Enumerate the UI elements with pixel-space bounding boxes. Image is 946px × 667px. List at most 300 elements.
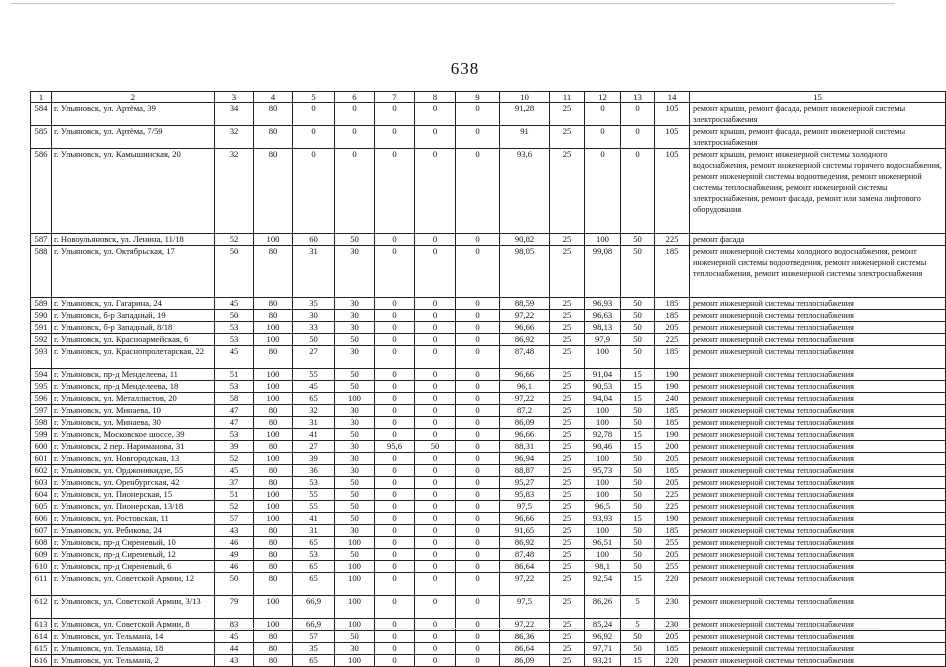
value-cell: 50 (335, 234, 375, 246)
value-cell: 50 (335, 631, 375, 643)
value-cell: 25 (550, 405, 585, 417)
value-cell: 25 (550, 573, 585, 596)
value-cell: 46 (215, 537, 254, 549)
value-cell: 15 (621, 513, 655, 525)
address-cell: г. Ульяновск, ул. Ребикова, 24 (52, 525, 215, 537)
value-cell: 25 (550, 381, 585, 393)
table-row (31, 322, 946, 334)
value-cell: 100 (585, 489, 621, 501)
value-cell: 100 (254, 369, 293, 381)
value-cell: 100 (254, 501, 293, 513)
column-number-cell: 11 (550, 92, 585, 103)
value-cell: 100 (254, 234, 293, 246)
row-number-cell: 600 (31, 441, 52, 453)
value-cell: 96,66 (500, 513, 550, 525)
value-cell: 30 (335, 465, 375, 477)
value-cell: 95,6 (375, 441, 415, 453)
value-cell: 93,21 (585, 655, 621, 667)
value-cell: 45 (293, 381, 335, 393)
value-cell: 25 (550, 429, 585, 441)
value-cell: 25 (550, 655, 585, 667)
value-cell: 97,22 (500, 573, 550, 596)
value-cell: 86,36 (500, 631, 550, 643)
value-cell: 65 (293, 561, 335, 573)
work-types-cell: ремонт инженерной системы теплоснабжения (690, 405, 946, 417)
value-cell: 185 (655, 465, 690, 477)
value-cell: 0 (456, 234, 500, 246)
value-cell: 50 (335, 334, 375, 346)
row-number-cell: 612 (31, 596, 52, 619)
value-cell: 230 (655, 596, 690, 619)
row-number-cell: 613 (31, 619, 52, 631)
value-cell: 0 (415, 643, 456, 655)
value-cell: 100 (335, 393, 375, 405)
value-cell: 0 (456, 453, 500, 465)
value-cell: 47 (215, 417, 254, 429)
work-types-cell: ремонт инженерной системы теплоснабжения (690, 310, 946, 322)
value-cell: 80 (254, 417, 293, 429)
table-row (31, 369, 946, 381)
value-cell: 0 (456, 310, 500, 322)
value-cell: 25 (550, 453, 585, 465)
work-types-cell: ремонт инженерной системы теплоснабжения (690, 489, 946, 501)
value-cell: 50 (621, 525, 655, 537)
value-cell: 220 (655, 655, 690, 667)
value-cell: 0 (375, 393, 415, 405)
value-cell: 255 (655, 561, 690, 573)
value-cell: 0 (621, 149, 655, 234)
value-cell: 5 (621, 596, 655, 619)
table-row (31, 126, 946, 149)
value-cell: 45 (215, 631, 254, 643)
value-cell: 80 (254, 549, 293, 561)
work-types-cell: ремонт инженерной системы теплоснабжения (690, 417, 946, 429)
row-number-cell: 606 (31, 513, 52, 525)
value-cell: 230 (655, 619, 690, 631)
value-cell: 0 (375, 549, 415, 561)
value-cell: 50 (335, 549, 375, 561)
table-row (31, 525, 946, 537)
value-cell: 0 (456, 477, 500, 489)
value-cell: 80 (254, 405, 293, 417)
value-cell: 96,92 (585, 631, 621, 643)
value-cell: 50 (621, 334, 655, 346)
table-row (31, 631, 946, 643)
value-cell: 0 (375, 246, 415, 298)
value-cell: 65 (293, 393, 335, 405)
value-cell: 39 (215, 441, 254, 453)
row-number-cell: 603 (31, 477, 52, 489)
value-cell: 0 (375, 619, 415, 631)
value-cell: 100 (335, 596, 375, 619)
value-cell: 15 (621, 393, 655, 405)
value-cell: 50 (335, 501, 375, 513)
address-cell: г. Ульяновск, ул. Тельмана, 14 (52, 631, 215, 643)
value-cell: 0 (456, 441, 500, 453)
address-cell: г. Ульяновск, ул. Краснопролетарская, 22 (52, 346, 215, 369)
work-types-cell: ремонт инженерной системы теплоснабжения (690, 453, 946, 465)
value-cell: 80 (254, 525, 293, 537)
value-cell: 0 (375, 643, 415, 655)
value-cell: 205 (655, 477, 690, 489)
column-number-cell: 14 (655, 92, 690, 103)
value-cell: 0 (415, 369, 456, 381)
value-cell: 88,59 (500, 298, 550, 310)
value-cell: 80 (254, 561, 293, 573)
table-row (31, 596, 946, 619)
address-cell: г. Новоульяновск, ул. Ленина, 11/18 (52, 234, 215, 246)
value-cell: 0 (456, 334, 500, 346)
value-cell: 100 (254, 381, 293, 393)
value-cell: 97,22 (500, 393, 550, 405)
value-cell: 0 (621, 103, 655, 126)
value-cell: 0 (415, 513, 456, 525)
address-cell: г. Ульяновск, пр-д Сиреневый, 6 (52, 561, 215, 573)
value-cell: 0 (415, 501, 456, 513)
value-cell: 100 (585, 405, 621, 417)
address-cell: г. Ульяновск, ул. Металлистов, 20 (52, 393, 215, 405)
value-cell: 80 (254, 103, 293, 126)
row-number-cell: 591 (31, 322, 52, 334)
value-cell: 105 (655, 149, 690, 234)
value-cell: 50 (621, 234, 655, 246)
value-cell: 50 (621, 417, 655, 429)
value-cell: 0 (415, 246, 456, 298)
value-cell: 50 (335, 477, 375, 489)
column-number-cell: 15 (690, 92, 946, 103)
value-cell: 25 (550, 126, 585, 149)
value-cell: 25 (550, 234, 585, 246)
value-cell: 65 (293, 655, 335, 667)
value-cell: 53 (293, 477, 335, 489)
work-types-cell: ремонт инженерной системы теплоснабжения (690, 537, 946, 549)
value-cell: 0 (375, 298, 415, 310)
value-cell: 190 (655, 429, 690, 441)
value-cell: 57 (293, 631, 335, 643)
value-cell: 0 (456, 513, 500, 525)
value-cell: 50 (215, 573, 254, 596)
value-cell: 185 (655, 246, 690, 298)
value-cell: 25 (550, 346, 585, 369)
table-row (31, 573, 946, 596)
value-cell: 27 (293, 346, 335, 369)
value-cell: 25 (550, 596, 585, 619)
value-cell: 50 (621, 501, 655, 513)
value-cell: 0 (415, 631, 456, 643)
column-number-header (31, 92, 946, 103)
value-cell: 50 (621, 346, 655, 369)
address-cell: г. Ульяновск, 2 пер. Нариманова, 31 (52, 441, 215, 453)
value-cell: 0 (456, 501, 500, 513)
address-cell: г. Ульяновск, ул. Минаева, 30 (52, 417, 215, 429)
value-cell: 100 (585, 477, 621, 489)
value-cell: 0 (456, 246, 500, 298)
value-cell: 0 (375, 513, 415, 525)
value-cell: 0 (456, 322, 500, 334)
value-cell: 0 (456, 573, 500, 596)
value-cell: 100 (585, 346, 621, 369)
address-cell: г. Ульяновск, ул. Минаева, 10 (52, 405, 215, 417)
value-cell: 94,04 (585, 393, 621, 405)
value-cell: 100 (335, 561, 375, 573)
work-types-cell: ремонт инженерной системы теплоснабжения (690, 643, 946, 655)
value-cell: 50 (621, 537, 655, 549)
address-cell: г. Ульяновск, б-р Западный, 19 (52, 310, 215, 322)
value-cell: 185 (655, 525, 690, 537)
value-cell: 25 (550, 369, 585, 381)
work-types-cell: ремонт инженерной системы холодного водоснабжения, ремонт инженерной системы водоотведения, ремонт инженерной системы теплоснабжения, ремонт инженерной системы электроснабжения (690, 246, 946, 298)
value-cell: 0 (456, 429, 500, 441)
value-cell: 0 (375, 103, 415, 126)
value-cell: 100 (585, 525, 621, 537)
value-cell: 31 (293, 417, 335, 429)
work-types-cell: ремонт инженерной системы теплоснабжения (690, 346, 946, 369)
value-cell: 5 (621, 619, 655, 631)
value-cell: 80 (254, 298, 293, 310)
row-number-cell: 595 (31, 381, 52, 393)
value-cell: 25 (550, 393, 585, 405)
value-cell: 90,82 (500, 234, 550, 246)
value-cell: 30 (335, 643, 375, 655)
row-number-cell: 589 (31, 298, 52, 310)
value-cell: 50 (621, 549, 655, 561)
value-cell: 43 (215, 525, 254, 537)
table-row (31, 298, 946, 310)
value-cell: 80 (254, 477, 293, 489)
value-cell: 25 (550, 501, 585, 513)
value-cell: 37 (215, 477, 254, 489)
value-cell: 25 (550, 103, 585, 126)
value-cell: 50 (621, 322, 655, 334)
value-cell: 100 (335, 655, 375, 667)
value-cell: 0 (456, 537, 500, 549)
value-cell: 93,93 (585, 513, 621, 525)
value-cell: 0 (415, 346, 456, 369)
value-cell: 0 (415, 381, 456, 393)
table-row (31, 103, 946, 126)
value-cell: 80 (254, 573, 293, 596)
value-cell: 0 (375, 429, 415, 441)
value-cell: 0 (375, 537, 415, 549)
value-cell: 0 (415, 126, 456, 149)
value-cell: 0 (585, 126, 621, 149)
column-number-cell: 2 (52, 92, 215, 103)
value-cell: 0 (415, 334, 456, 346)
value-cell: 0 (415, 298, 456, 310)
value-cell: 225 (655, 501, 690, 513)
value-cell: 100 (254, 453, 293, 465)
work-types-cell: ремонт инженерной системы теплоснабжения (690, 465, 946, 477)
value-cell: 185 (655, 405, 690, 417)
value-cell: 0 (456, 417, 500, 429)
table-row (31, 381, 946, 393)
value-cell: 0 (375, 322, 415, 334)
table-row (31, 489, 946, 501)
value-cell: 53 (215, 334, 254, 346)
address-cell: г. Ульяновск, пр-д Менделеева, 18 (52, 381, 215, 393)
value-cell: 0 (415, 477, 456, 489)
value-cell: 0 (585, 149, 621, 234)
table-row (31, 234, 946, 246)
value-cell: 96,63 (585, 310, 621, 322)
value-cell: 55 (293, 369, 335, 381)
value-cell: 0 (415, 429, 456, 441)
value-cell: 66,9 (293, 596, 335, 619)
value-cell: 0 (621, 126, 655, 149)
table-row (31, 643, 946, 655)
work-types-cell: ремонт инженерной системы теплоснабжения (690, 501, 946, 513)
work-types-cell: ремонт крыши, ремонт фасада, ремонт инженерной системы электроснабжения (690, 126, 946, 149)
table-row (31, 393, 946, 405)
value-cell: 25 (550, 334, 585, 346)
table-row (31, 246, 946, 298)
value-cell: 0 (375, 453, 415, 465)
value-cell: 225 (655, 234, 690, 246)
value-cell: 80 (254, 465, 293, 477)
value-cell: 0 (375, 334, 415, 346)
value-cell: 15 (621, 369, 655, 381)
column-number-cell: 12 (585, 92, 621, 103)
value-cell: 25 (550, 537, 585, 549)
value-cell: 0 (415, 393, 456, 405)
work-types-cell: ремонт крыши, ремонт фасада, ремонт инженерной системы электроснабжения (690, 103, 946, 126)
value-cell: 93,6 (500, 149, 550, 234)
value-cell: 0 (456, 561, 500, 573)
value-cell: 25 (550, 417, 585, 429)
value-cell: 55 (293, 489, 335, 501)
value-cell: 85,24 (585, 619, 621, 631)
value-cell: 0 (456, 596, 500, 619)
table-row (31, 149, 946, 234)
value-cell: 50 (621, 465, 655, 477)
column-number-cell: 7 (375, 92, 415, 103)
value-cell: 50 (621, 453, 655, 465)
value-cell: 88,31 (500, 441, 550, 453)
value-cell: 51 (215, 369, 254, 381)
address-cell: г. Ульяновск, ул. Артёма, 39 (52, 103, 215, 126)
value-cell: 25 (550, 631, 585, 643)
value-cell: 100 (254, 393, 293, 405)
work-types-cell: ремонт инженерной системы теплоснабжения (690, 525, 946, 537)
value-cell: 0 (456, 465, 500, 477)
row-number-cell: 593 (31, 346, 52, 369)
value-cell: 30 (335, 322, 375, 334)
value-cell: 50 (335, 381, 375, 393)
value-cell: 91 (500, 126, 550, 149)
value-cell: 0 (415, 561, 456, 573)
row-number-cell: 605 (31, 501, 52, 513)
table-row (31, 441, 946, 453)
row-number-cell: 584 (31, 103, 52, 126)
value-cell: 50 (215, 310, 254, 322)
value-cell: 96,1 (500, 381, 550, 393)
row-number-cell: 608 (31, 537, 52, 549)
address-cell: г. Ульяновск, ул. Орджоникидзе, 55 (52, 465, 215, 477)
value-cell: 0 (375, 310, 415, 322)
value-cell: 50 (621, 405, 655, 417)
address-cell: г. Ульяновск, пр-д Сиреневый, 10 (52, 537, 215, 549)
value-cell: 66,9 (293, 619, 335, 631)
value-cell: 25 (550, 246, 585, 298)
value-cell: 205 (655, 631, 690, 643)
table-row (31, 655, 946, 667)
value-cell: 15 (621, 381, 655, 393)
value-cell: 50 (621, 561, 655, 573)
value-cell: 36 (293, 465, 335, 477)
value-cell: 0 (335, 149, 375, 234)
row-number-cell: 602 (31, 465, 52, 477)
value-cell: 0 (456, 369, 500, 381)
value-cell: 0 (375, 369, 415, 381)
value-cell: 96,66 (500, 429, 550, 441)
value-cell: 80 (254, 655, 293, 667)
row-number-cell: 597 (31, 405, 52, 417)
address-cell: г. Ульяновск, ул. Советской Армии, 8 (52, 619, 215, 631)
value-cell: 25 (550, 477, 585, 489)
value-cell: 52 (215, 453, 254, 465)
value-cell: 185 (655, 346, 690, 369)
value-cell: 0 (375, 501, 415, 513)
value-cell: 97,22 (500, 310, 550, 322)
value-cell: 80 (254, 643, 293, 655)
row-number-cell: 604 (31, 489, 52, 501)
value-cell: 220 (655, 573, 690, 596)
row-number-cell: 610 (31, 561, 52, 573)
address-cell: г. Ульяновск, пр-д Менделеева, 11 (52, 369, 215, 381)
value-cell: 65 (293, 537, 335, 549)
value-cell: 55 (293, 501, 335, 513)
value-cell: 0 (415, 537, 456, 549)
address-cell: г. Ульяновск, ул. Пионерская, 13/18 (52, 501, 215, 513)
value-cell: 80 (254, 310, 293, 322)
value-cell: 0 (415, 322, 456, 334)
row-number-cell: 596 (31, 393, 52, 405)
work-types-cell: ремонт фасада (690, 234, 946, 246)
value-cell: 86,64 (500, 643, 550, 655)
table-row (31, 501, 946, 513)
value-cell: 100 (585, 234, 621, 246)
value-cell: 25 (550, 561, 585, 573)
value-cell: 205 (655, 549, 690, 561)
address-cell: г. Ульяновск, ул. Ростовская, 11 (52, 513, 215, 525)
value-cell: 97,71 (585, 643, 621, 655)
value-cell: 0 (375, 477, 415, 489)
table-row (31, 465, 946, 477)
value-cell: 0 (415, 549, 456, 561)
work-types-cell: ремонт инженерной системы теплоснабжения (690, 334, 946, 346)
address-cell: г. Ульяновск, ул. Гагарина, 24 (52, 298, 215, 310)
value-cell: 25 (550, 310, 585, 322)
value-cell: 255 (655, 537, 690, 549)
value-cell: 80 (254, 537, 293, 549)
value-cell: 25 (550, 149, 585, 234)
value-cell: 0 (375, 573, 415, 596)
value-cell: 240 (655, 393, 690, 405)
value-cell: 86,64 (500, 561, 550, 573)
work-types-cell: ремонт крыши, ремонт инженерной системы холодного водоснабжения, ремонт инженерной системы горячего водоснабжения, ремонт инженерной системы водоотведения, ремонт инженерной системы теплоснабжения, ремонт инженерной системы электроснабжения, ремонт фасада, ремонт или замена лифтового оборудования (690, 149, 946, 234)
value-cell: 53 (215, 381, 254, 393)
value-cell: 45 (215, 298, 254, 310)
value-cell: 15 (621, 429, 655, 441)
value-cell: 0 (415, 310, 456, 322)
value-cell: 25 (550, 513, 585, 525)
value-cell: 91,65 (500, 525, 550, 537)
value-cell: 0 (415, 149, 456, 234)
value-cell: 0 (375, 417, 415, 429)
value-cell: 86,26 (585, 596, 621, 619)
value-cell: 80 (254, 246, 293, 298)
value-cell: 97,22 (500, 619, 550, 631)
